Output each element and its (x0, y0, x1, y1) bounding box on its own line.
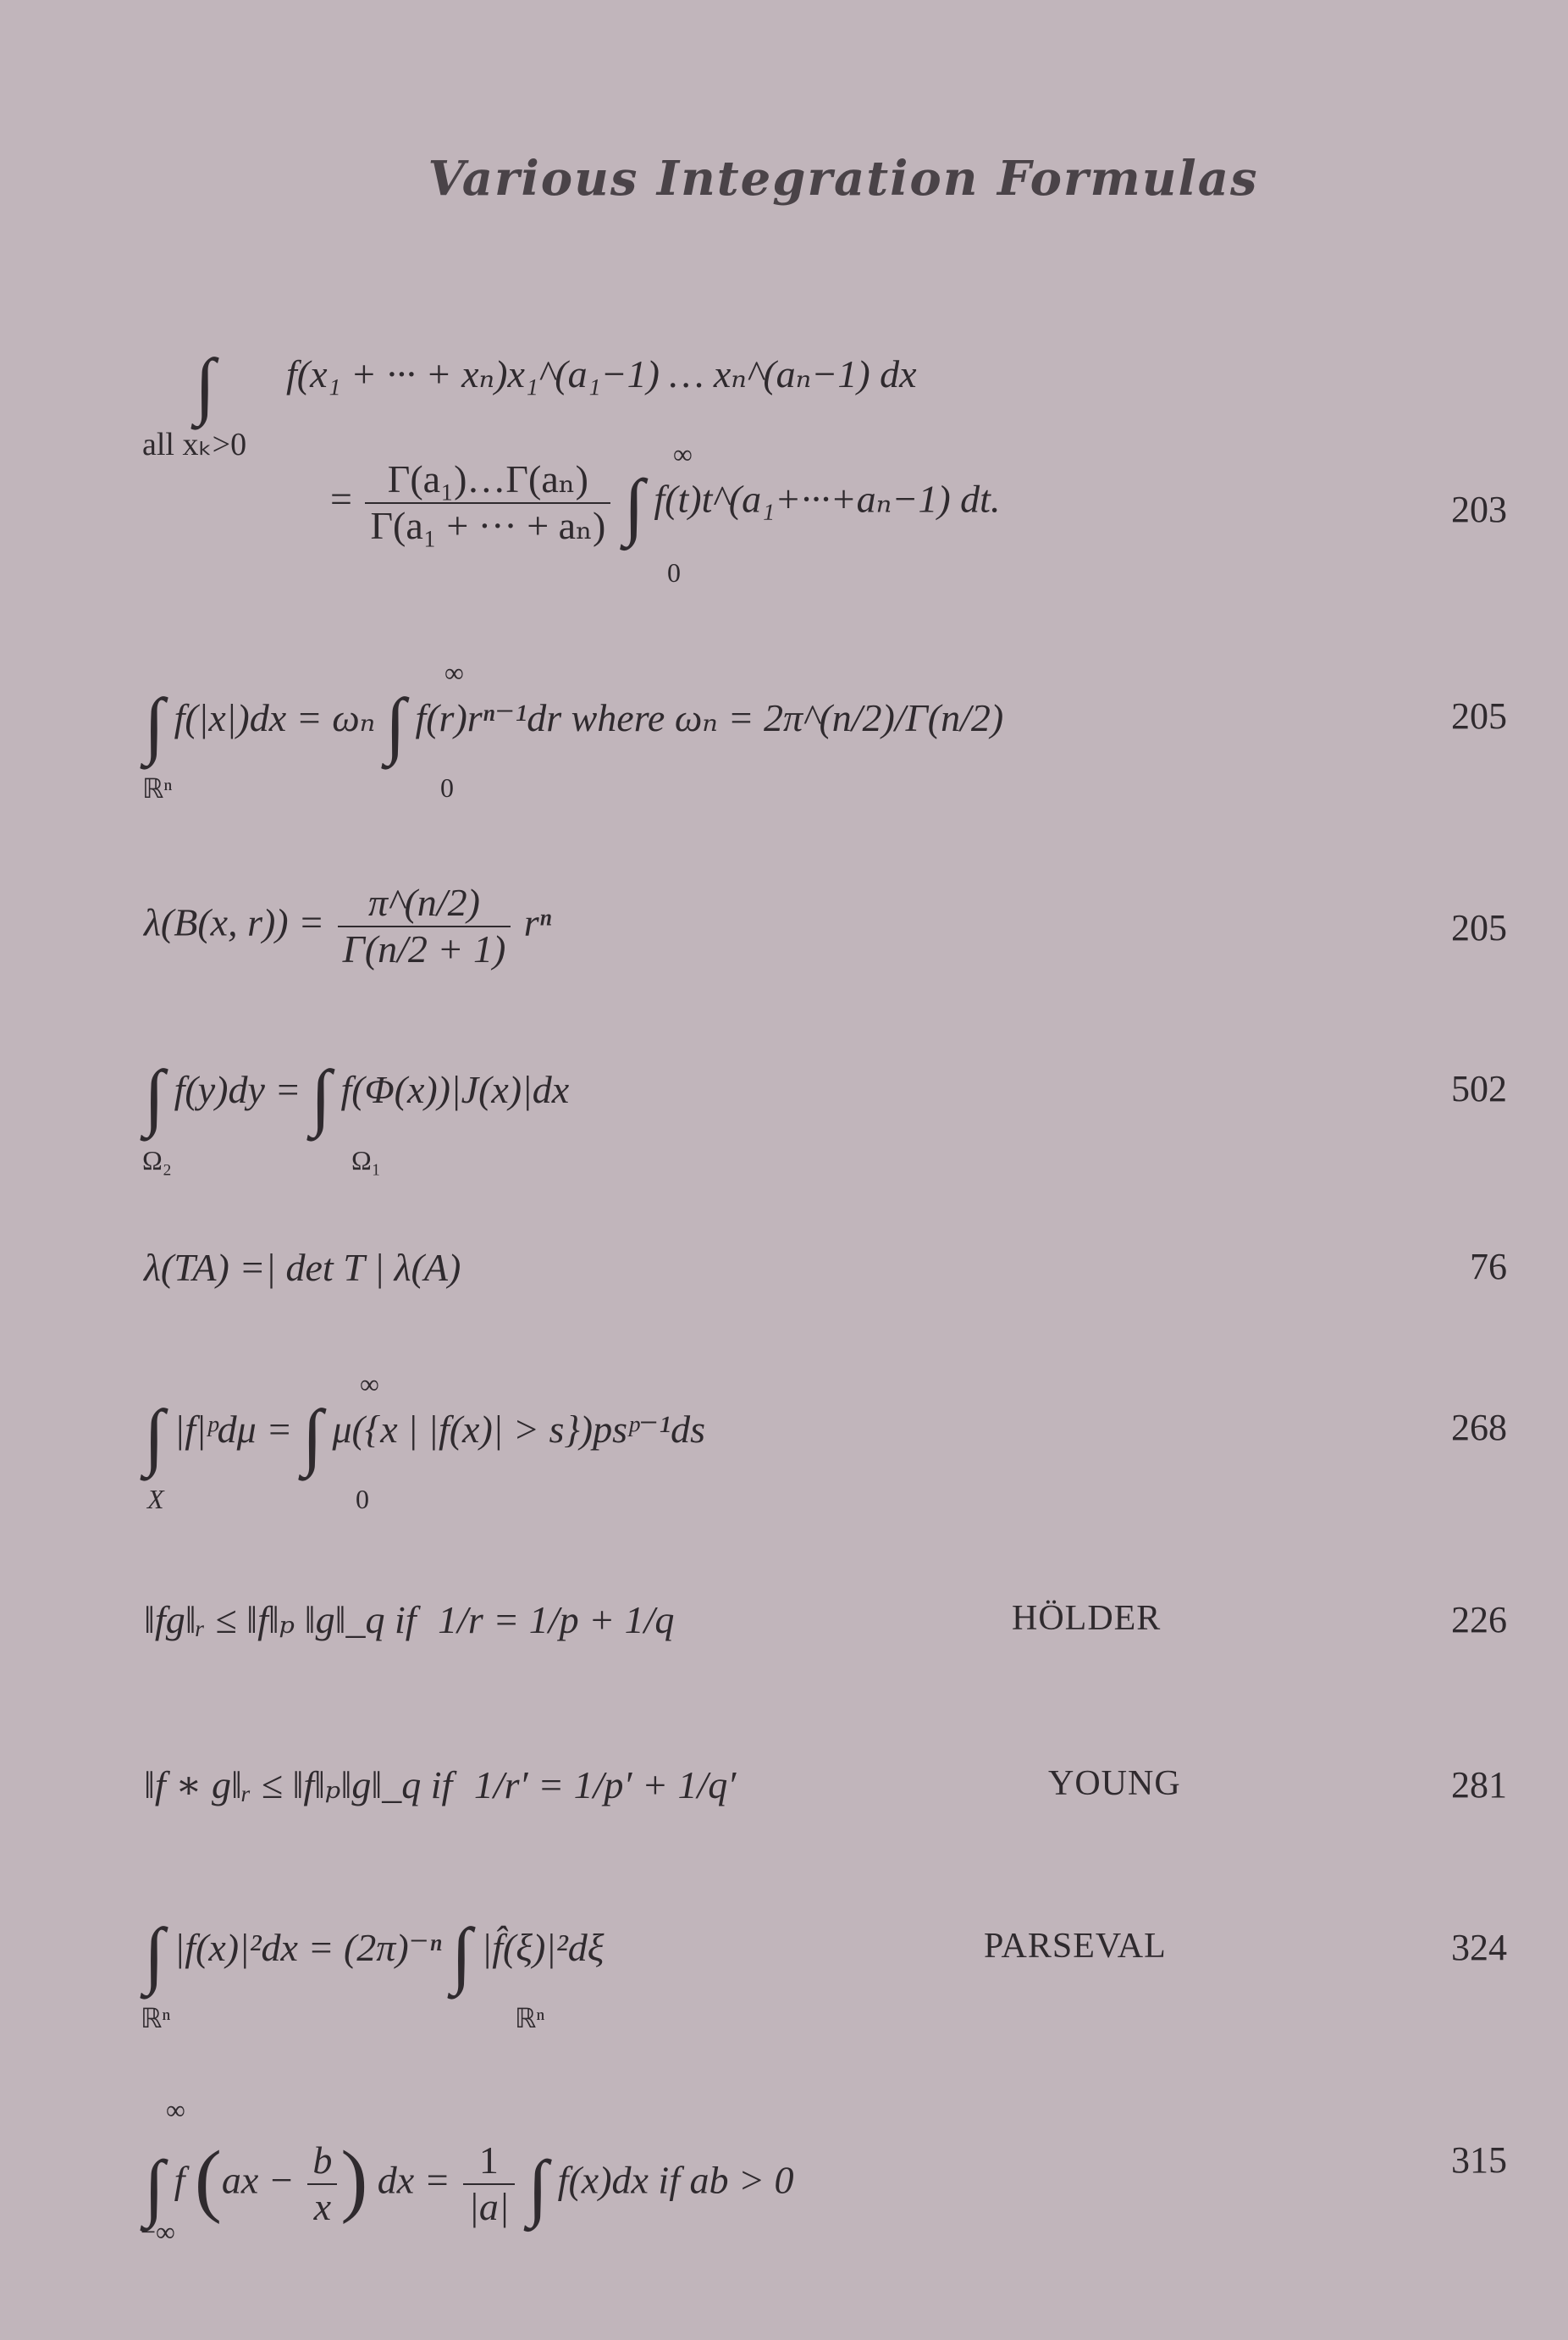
integral-lower-limit: X (147, 1484, 164, 1514)
integral-lower-limit: Ω₂ (142, 1145, 172, 1176)
integral-lower-limit: 0 (440, 772, 454, 803)
formula-text: λ(TA) =| det T | λ(A) (144, 1246, 461, 1289)
formula-line (195, 345, 216, 427)
integral-upper-limit: ∞ (166, 2094, 185, 2125)
formula-number: 268 (1451, 1407, 1507, 1448)
integral-upper-limit: ∞ (444, 657, 464, 688)
integral-sign: ∫ (527, 2146, 549, 2229)
formula-line: ∫ f(|x|)dx = ωₙ ∫ f(r)rⁿ⁻¹dr where ωₙ = 2π^(n/2)/Γ(n/2) (144, 684, 1004, 766)
integral-sign: ∫ (310, 1056, 332, 1138)
formula-line: ∫ f (ax − $\frac{b}{x}$ ) dx = $\frac{1}{|a|}$ ∫ f(x)dx if ab > 0 (144, 2133, 794, 2229)
formula-number: 324 (1451, 1927, 1507, 1968)
formula-number: 281 (1451, 1764, 1507, 1806)
formula-number: 76 (1470, 1246, 1507, 1287)
left-paren: ( (194, 2133, 222, 2225)
formula-line: ∫ |f|ᵖdμ = ∫ μ({x | |f(x)| > s})psᵖ⁻¹ds (144, 1396, 705, 1478)
integral-sign: ∫ (144, 1914, 165, 1996)
integral-sign: ∫ (144, 1056, 165, 1138)
theorem-name: HÖLDER (1012, 1599, 1162, 1638)
formula-number: 315 (1451, 2139, 1507, 2181)
integral-lower-limit: ℝⁿ (142, 773, 173, 804)
formula-line: λ(B(x, r)) = $\frac{\pi\^{}(n/2)}{\Gamma(n/2 + 1)}$ rⁿ (144, 881, 552, 971)
formula-number: 502 (1451, 1068, 1507, 1109)
integral-lower-limit: ℝⁿ (515, 2003, 545, 2033)
formula-line: ∫ |f(x)|²dx = (2π)⁻ⁿ ∫ |f̂(ξ)|²dξ (144, 1914, 605, 1996)
fraction: $\frac{\text{Γ(a₁)…Γ(aₙ)}}{\text{Γ(a₁ + ··· + aₙ)}}$ (365, 457, 610, 549)
fraction: $\frac{1}{|a|}$ (463, 2138, 514, 2230)
formula-text: f(x₁ + ··· + xₙ)x₁^(a₁−1) … xₙ^(aₙ−1) dx (286, 352, 917, 396)
formula-number: 205 (1451, 695, 1507, 737)
formula-number: 203 (1451, 489, 1507, 530)
integral-sign: ∫ (623, 465, 644, 548)
formula-line: ‖fg‖ᵣ ≤ ‖f‖ₚ ‖g‖_q if 1/r = 1/p + 1/q (144, 1598, 675, 1641)
integral-sign: ∫ (144, 2146, 165, 2229)
fraction: $\frac{\pi\^{}(n/2)}{\Gamma(n/2 + 1)}$ (338, 881, 511, 972)
fraction: $\frac{b}{x}$ (307, 2138, 337, 2230)
integral-sign: ∫ (195, 345, 216, 427)
integral-sign: ∫ (384, 684, 406, 766)
formula-number: 226 (1451, 1599, 1507, 1640)
integral-lower-limit: 0 (667, 557, 681, 588)
integral-lower-limit: all xₖ>0 (142, 427, 247, 462)
formula-number: 205 (1451, 907, 1507, 949)
formula-line: ‖f ∗ g‖ᵣ ≤ ‖f‖ₚ‖g‖_q if 1/r′ = 1/p′ + 1/q′ (144, 1763, 737, 1806)
integral-sign: ∫ (450, 1914, 472, 1996)
integral-lower-limit: 0 (356, 1484, 369, 1514)
theorem-name: YOUNG (1048, 1764, 1181, 1803)
theorem-name: PARSEVAL (984, 1927, 1167, 1966)
integral-lower-limit: ℝⁿ (141, 2003, 171, 2033)
formula-line: = $\frac{\text{Γ(a₁)…Γ(aₙ)}}{\text{Γ(a₁ + ··· + aₙ)}}$ ∫ f(t)t^(a₁+···+aₙ−1) dt. (330, 457, 1001, 548)
formula-line: ∫ f(y)dy = ∫ f(Φ(x))|J(x)|dx (144, 1056, 570, 1138)
integral-sign: ∫ (144, 684, 165, 766)
integral-sign: ∫ (301, 1396, 323, 1478)
right-paren: ) (340, 2133, 368, 2225)
integral-lower-limit: Ω₁ (351, 1145, 381, 1176)
integral-lower-limit: −∞ (141, 2216, 175, 2247)
integral-sign: ∫ (144, 1396, 165, 1478)
integral-upper-limit: ∞ (360, 1369, 379, 1399)
page-title: Various Integration Formulas (428, 151, 1259, 207)
integral-upper-limit: ∞ (673, 439, 693, 469)
